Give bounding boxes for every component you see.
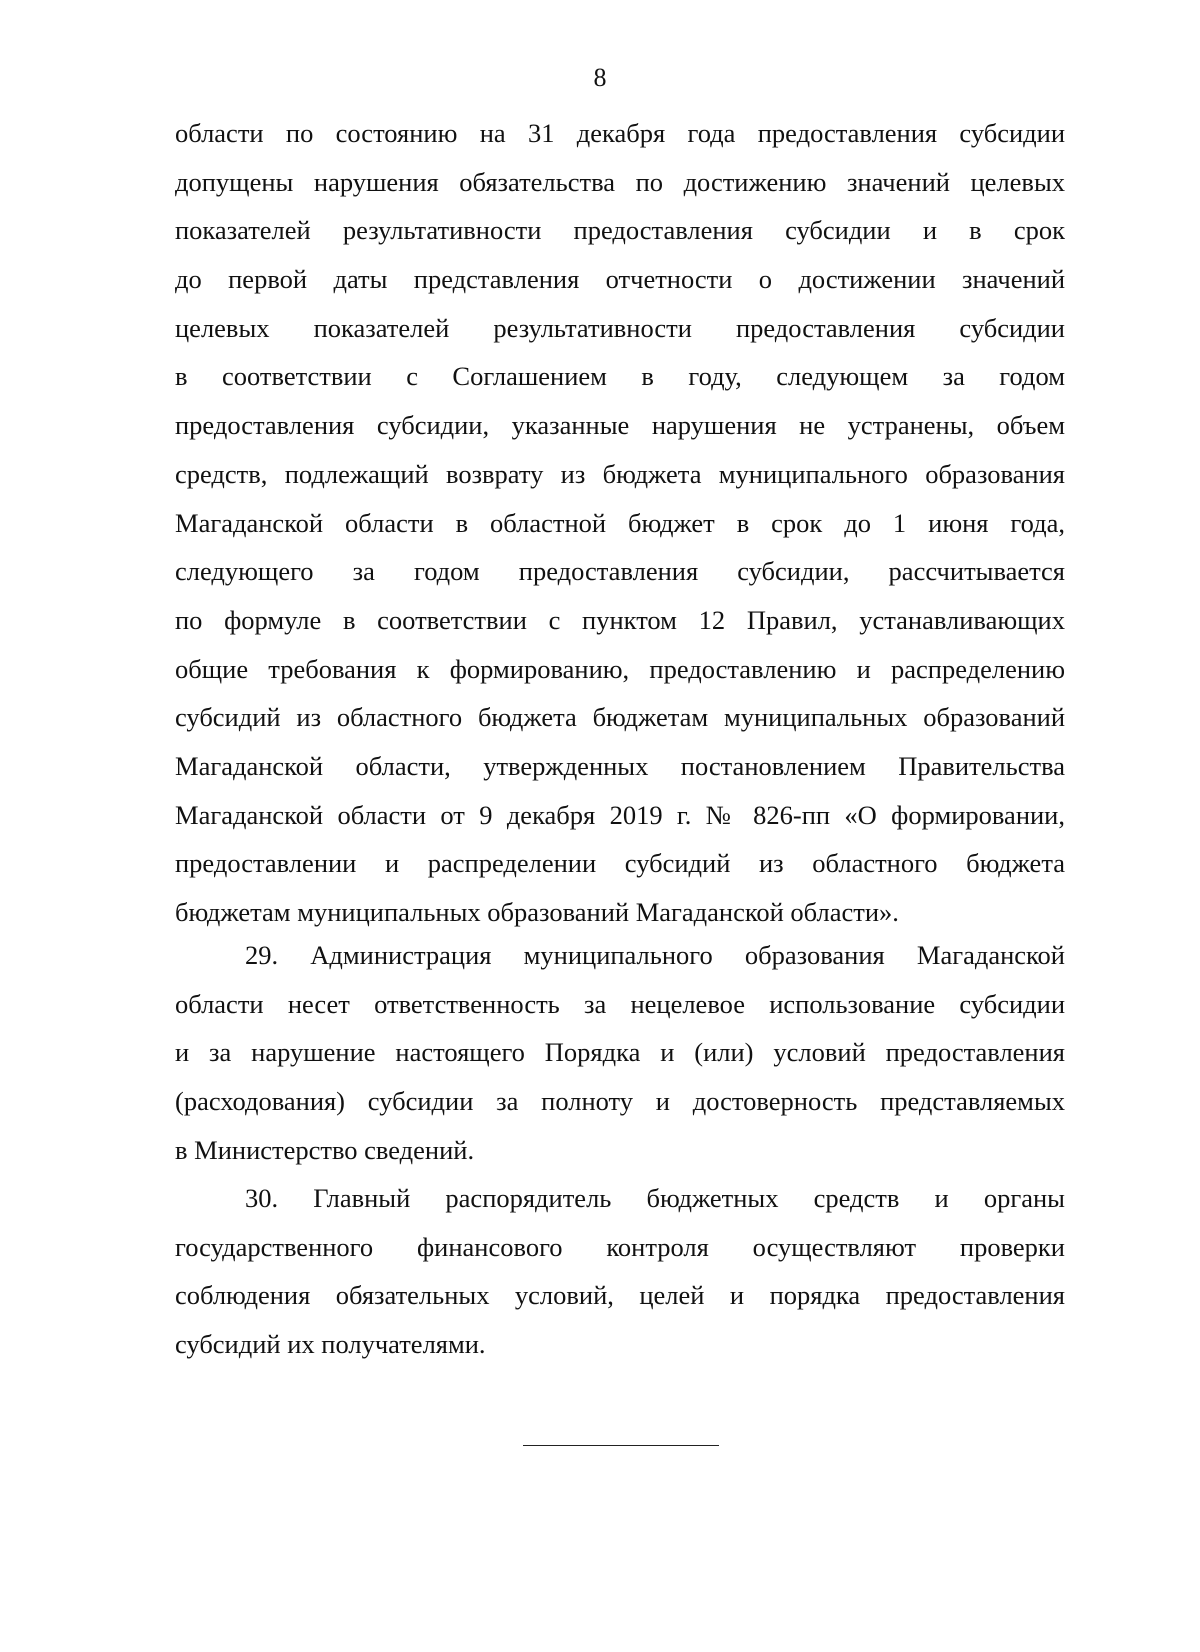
paragraph-30 bbox=[175, 1174, 1065, 1369]
text-line: бюджетам муниципальных образований Магаданской области». bbox=[175, 897, 899, 927]
paragraph-continuation bbox=[175, 109, 1065, 937]
text-line: и за нарушение настоящего Порядка и (или) условий предоставления bbox=[175, 1037, 1065, 1068]
page-number: 8 bbox=[593, 63, 607, 92]
end-of-document-rule bbox=[523, 1445, 719, 1446]
text-line: общие требования к формированию, предоставлению и распределению bbox=[175, 653, 1065, 684]
text-line: в соответствии с Соглашением в году, следующем за годом bbox=[175, 361, 1065, 392]
text-line: средств, подлежащий возврату из бюджета муниципального образования bbox=[175, 458, 1065, 489]
text-line: 30. Главный распорядитель бюджетных средств и органы bbox=[245, 1183, 1065, 1213]
text-line: государственного финансового контроля осуществляют проверки bbox=[175, 1231, 1065, 1262]
text-line: субсидий из областного бюджета бюджетам муниципальных образований bbox=[175, 702, 1065, 733]
text-line: предоставлении и распределении субсидий из областного бюджета bbox=[175, 848, 1065, 879]
text-line: соблюдения обязательных условий, целей и порядка предоставления bbox=[175, 1280, 1065, 1311]
text-line: предоставления субсидии, указанные нарушения не устранены, объем bbox=[175, 410, 1065, 441]
text-line: до первой даты представления отчетности о достижении значений bbox=[175, 264, 1065, 295]
paragraph-29 bbox=[175, 931, 1065, 1174]
text-line: области несет ответственность за нецелевое использование субсидии bbox=[175, 988, 1065, 1019]
text-line: области по состоянию на 31 декабря года предоставления субсидии bbox=[175, 118, 1065, 148]
text-line: показателей результативности предоставления субсидии и в срок bbox=[175, 215, 1065, 246]
text-line: допущены нарушения обязательства по достижению значений целевых bbox=[175, 166, 1065, 197]
text-line: Магаданской области от 9 декабря 2019 г. № 826-пп «О формировании, bbox=[175, 799, 1065, 830]
text-line: в Министерство сведений. bbox=[175, 1134, 475, 1165]
text-line: Магаданской области, утвержденных постановлением Правительства bbox=[175, 750, 1065, 781]
text-line: по формуле в соответствии с пунктом 12 Правил, устанавливающих bbox=[175, 604, 1065, 635]
text-line: целевых показателей результативности предоставления субсидии bbox=[175, 312, 1065, 343]
text-line: следующего за годом предоставления субсидии, рассчитывается bbox=[175, 556, 1065, 587]
text-line: (расходования) субсидии за полноту и достоверность представляемых bbox=[175, 1086, 1065, 1117]
text-line: 29. Администрация муниципального образования Магаданской bbox=[245, 940, 1065, 970]
text-line: субсидий их получателями. bbox=[175, 1329, 486, 1360]
text-line: Магаданской области в областной бюджет в срок до 1 июня года, bbox=[175, 507, 1065, 538]
